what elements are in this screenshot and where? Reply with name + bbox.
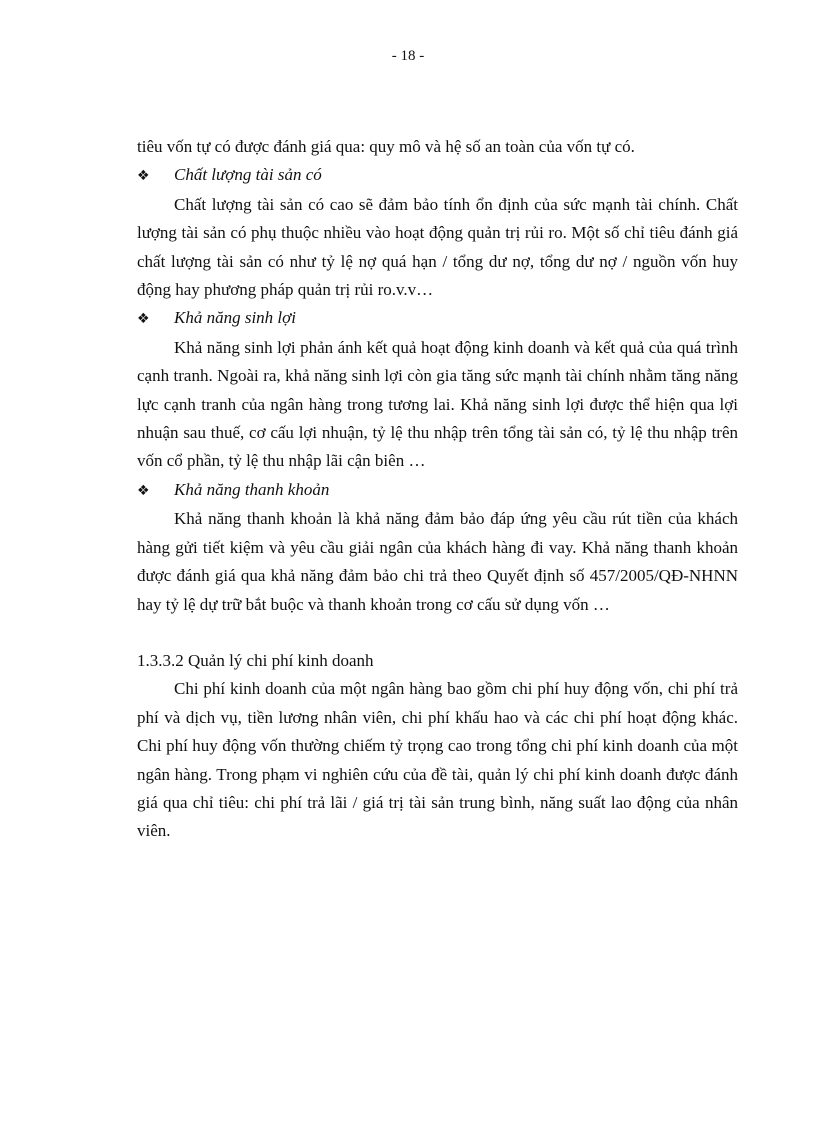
- paragraph-operating-costs: Chi phí kinh doanh của một ngân hàng bao gồm chi phí huy động vốn, chi phí trả phí và dịch vụ, tiền lương nhân viên, chi phí khấu hao và các chi phí hoạt động khác. Chi phí huy động vốn thường chiếm tỷ trọng cao trong tổng chi phí kinh doanh của một ngân hàng. Trong phạm vi nghiên cứu của đề tài, quản lý chi phí kinh doanh được đánh giá qua chỉ tiêu: chi phí trả lãi / giá trị tài sản trung bình, năng suất lao động của nhân viên.: [137, 679, 738, 841]
- section-spacer: [137, 619, 738, 647]
- section-heading: 1.3.3.2 Quản lý chi phí kinh doanh: [137, 650, 374, 670]
- paragraph-profitability: Khả năng sinh lợi phản ánh kết quả hoạt động kinh doanh và kết quả của quá trình cạnh tranh. Ngoài ra, khả năng sinh lợi còn gia tăng sức mạnh tài chính nhằm tăng năng lực cạnh tranh của ngân hàng trong tương lai. Khả năng sinh lợi được thể hiện qua lợi nhuận sau thuế, cơ cấu lợi nhuận, tỷ lệ thu nhập trên tổng tài sản có, tỷ lệ thu nhập trên vốn cổ phần, tỷ lệ thu nhập lãi cận biên …: [137, 337, 738, 471]
- bullet-liquidity: [137, 476, 738, 505]
- diamond-bullet-icon: ❖: [137, 482, 150, 499]
- bullet-title-liquidity: Khả năng thanh khoản: [174, 479, 330, 499]
- paragraph-liquidity: Khả năng thanh khoản là khả năng đảm bảo đáp ứng yêu cầu rút tiền của khách hàng gửi tiết kiệm và yêu cầu giải ngân của khách hàng đi vay. Khả năng thanh khoản được đánh giá qua khả năng đảm bảo chi trả theo Quyết định số 457/2005/QĐ-NHNN hay tỷ lệ dự trữ bắt buộc và thanh khoản trong cơ cấu sử dụng vốn …: [137, 509, 738, 614]
- diamond-bullet-icon: ❖: [137, 311, 150, 328]
- paragraph-asset-quality: Chất lượng tài sản có cao sẽ đảm bảo tính ổn định của sức mạnh tài chính. Chất lượng tài sản có phụ thuộc nhiều vào hoạt động quản trị rủi ro. Một số chỉ tiêu đánh giá chất lượng tài sản có như tỷ lệ nợ quá hạn / tổng dư nợ, tổng dư nợ / nguồn vốn huy động hay phương pháp quản trị rủi ro.v.v…: [137, 194, 738, 300]
- page-number: - 18 -: [391, 48, 425, 64]
- bullet-asset-quality: [137, 161, 738, 190]
- paragraph-continuation: tiêu vốn tự có được đánh giá qua: quy mô và hệ số an toàn của vốn tự có.: [137, 137, 635, 156]
- bullet-title-profitability: Khả năng sinh lợi: [174, 308, 296, 328]
- bullet-profitability: [137, 304, 738, 333]
- bullet-title-asset-quality: Chất lượng tài sản có: [174, 165, 322, 185]
- page-content: [137, 133, 738, 846]
- diamond-bullet-icon: ❖: [137, 168, 150, 185]
